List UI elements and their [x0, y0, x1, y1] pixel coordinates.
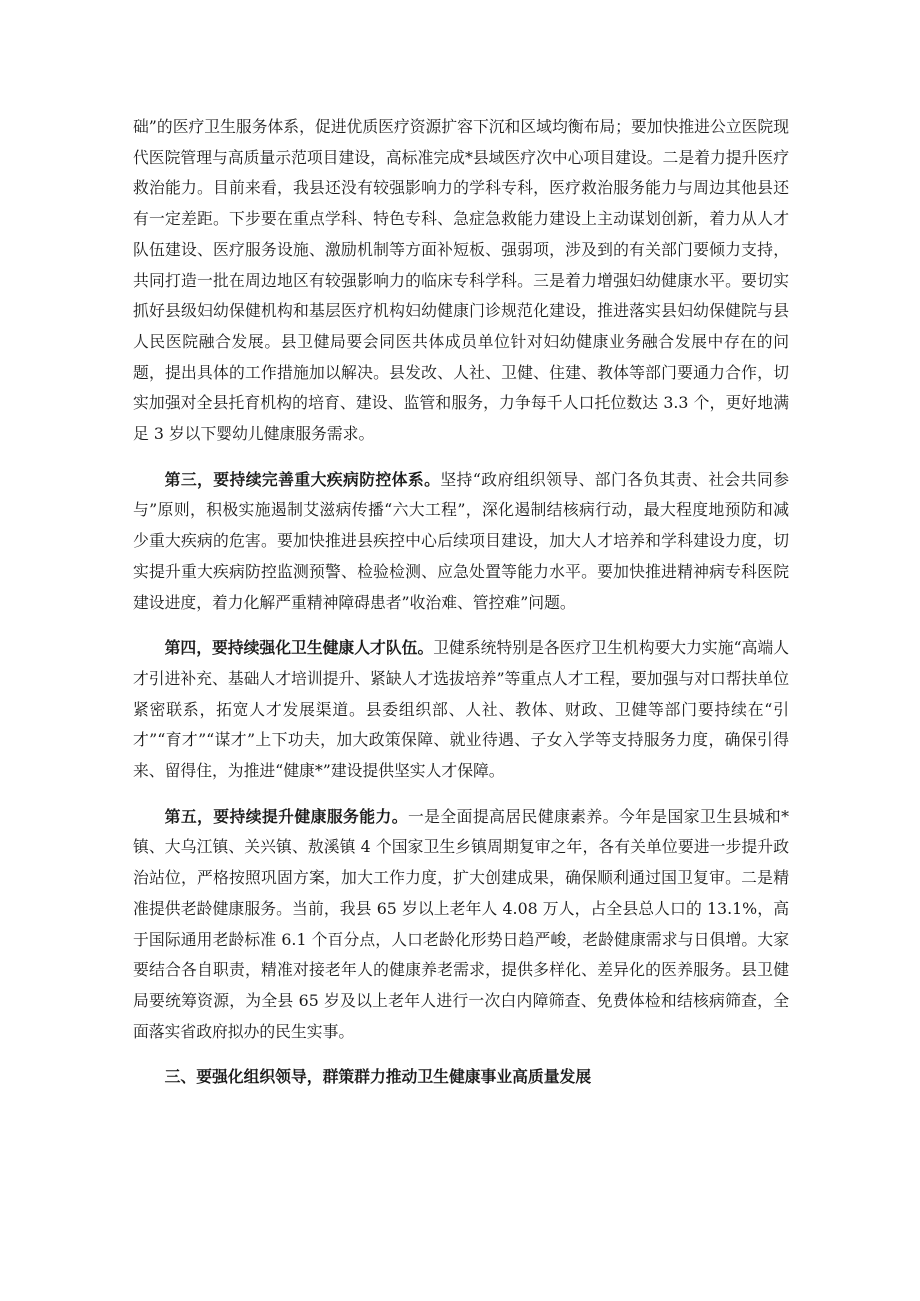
- paragraph-third-point: [133, 465, 789, 619]
- paragraph-lead: 第四，要持续强化卫生健康人才队伍。: [164, 638, 434, 658]
- paragraph-continuation: [133, 112, 789, 450]
- paragraph-fourth-point: [133, 633, 789, 787]
- paragraph-body: 坚持“政府组织领导、部门各负其责、社会共同参与”原则，积极实施遏制艾滋病传播“六大工程”，深化遏制结核病行动，最大程度地预防和减少重大疾病的危害。要加快推进县疾控中心后续项目建设，加大人才培养和学科建设力度，切实提升重大疾病防控监测预警、检验检测、应急处置等能力水平。要加快推进精神病专科医院建设进度，着力化解严重精神障碍患者”收治难、管控难”问题。: [133, 469, 789, 612]
- paragraph-lead: 第三，要持续完善重大疾病防控体系。: [164, 469, 441, 489]
- section-heading: 三、要强化组织领导，群策群力推动卫生健康事业高质量发展: [164, 1067, 592, 1087]
- paragraph-body: 一是全面提高居民健康素养。今年是国家卫生县城和*镇、大乌江镇、关兴镇、敖溪镇 4 个国家卫生乡镇周期复审之年，各有关单位要进一步提升政治站位，严格按照巩固方案，加大工作力度，扩大创建成果，确保顺利通过国卫复审。二是精准提供老龄健康服务。当前，我县 65 岁以上老年人 4.08 万人，占全县总人口的 13.1%，高于国际通用老龄标准 6.1 个百分点，人口老龄化形势日趋严峻，老龄健康需求与日俱增。大家要结合各自职责，精准对接老年人的健康养老需求，提供多样化、差异化的医养服务。县卫健局要统筹资源，为全县 65 岁及以上老年人进行一次白内障筛查、免费体检和结核病筛查，全面落实省政府拟办的民生实事。: [133, 806, 789, 1041]
- paragraph-fifth-point: [133, 802, 789, 1048]
- paragraph-body: 卫健系统特别是各医疗卫生机构要大力实施“高端人才引进补充、基础人才培训提升、紧缺人才选拔培养”等重点人才工程，要加强与对口帮扶单位紧密联系，拓宽人才发展渠道。县委组织部、人社、教体、财政、卫健等部门要持续在“引才”“育才”“谋才”上下功夫，加大政策保障、就业待遇、子女入学等支持服务力度，确保引得来、留得住，为推进“健康*”建设提供坚实人才保障。: [133, 638, 789, 781]
- document-page: [133, 112, 789, 1093]
- paragraph-body: 础”的医疗卫生服务体系，促进优质医疗资源扩容下沉和区域均衡布局；要加快推进公立医院现代医院管理与高质量示范项目建设，高标准完成*县域医疗次中心项目建设。二是着力提升医疗救治能力。目前来看，我县还没有较强影响力的学科专科，医疗救治服务能力与周边其他县还有一定差距。下步要在重点学科、特色专科、急症急救能力建设上主动谋划创新，着力从人才队伍建设、医疗服务设施、激励机制等方面补短板、强弱项，涉及到的有关部门要倾力支持，共同打造一批在周边地区有较强影响力的临床专科学科。三是着力增强妇幼健康水平。要切实抓好县级妇幼保健机构和基层医疗机构妇幼健康门诊规范化建设，推进落实县妇幼保健院与县人民医院融合发展。县卫健局要会同医共体成员单位针对妇幼健康业务融合发展中存在的问题，提出具体的工作措施加以解决。县发改、人社、卫健、住建、教体等部门要通力合作，切实加强对全县托育机构的培育、建设、监管和服务，力争每千人口托位数达 3.3 个，更好地满足 3 岁以下婴幼儿健康服务需求。: [133, 117, 789, 444]
- paragraph-lead: 第五，要持续提升健康服务能力。: [164, 806, 408, 826]
